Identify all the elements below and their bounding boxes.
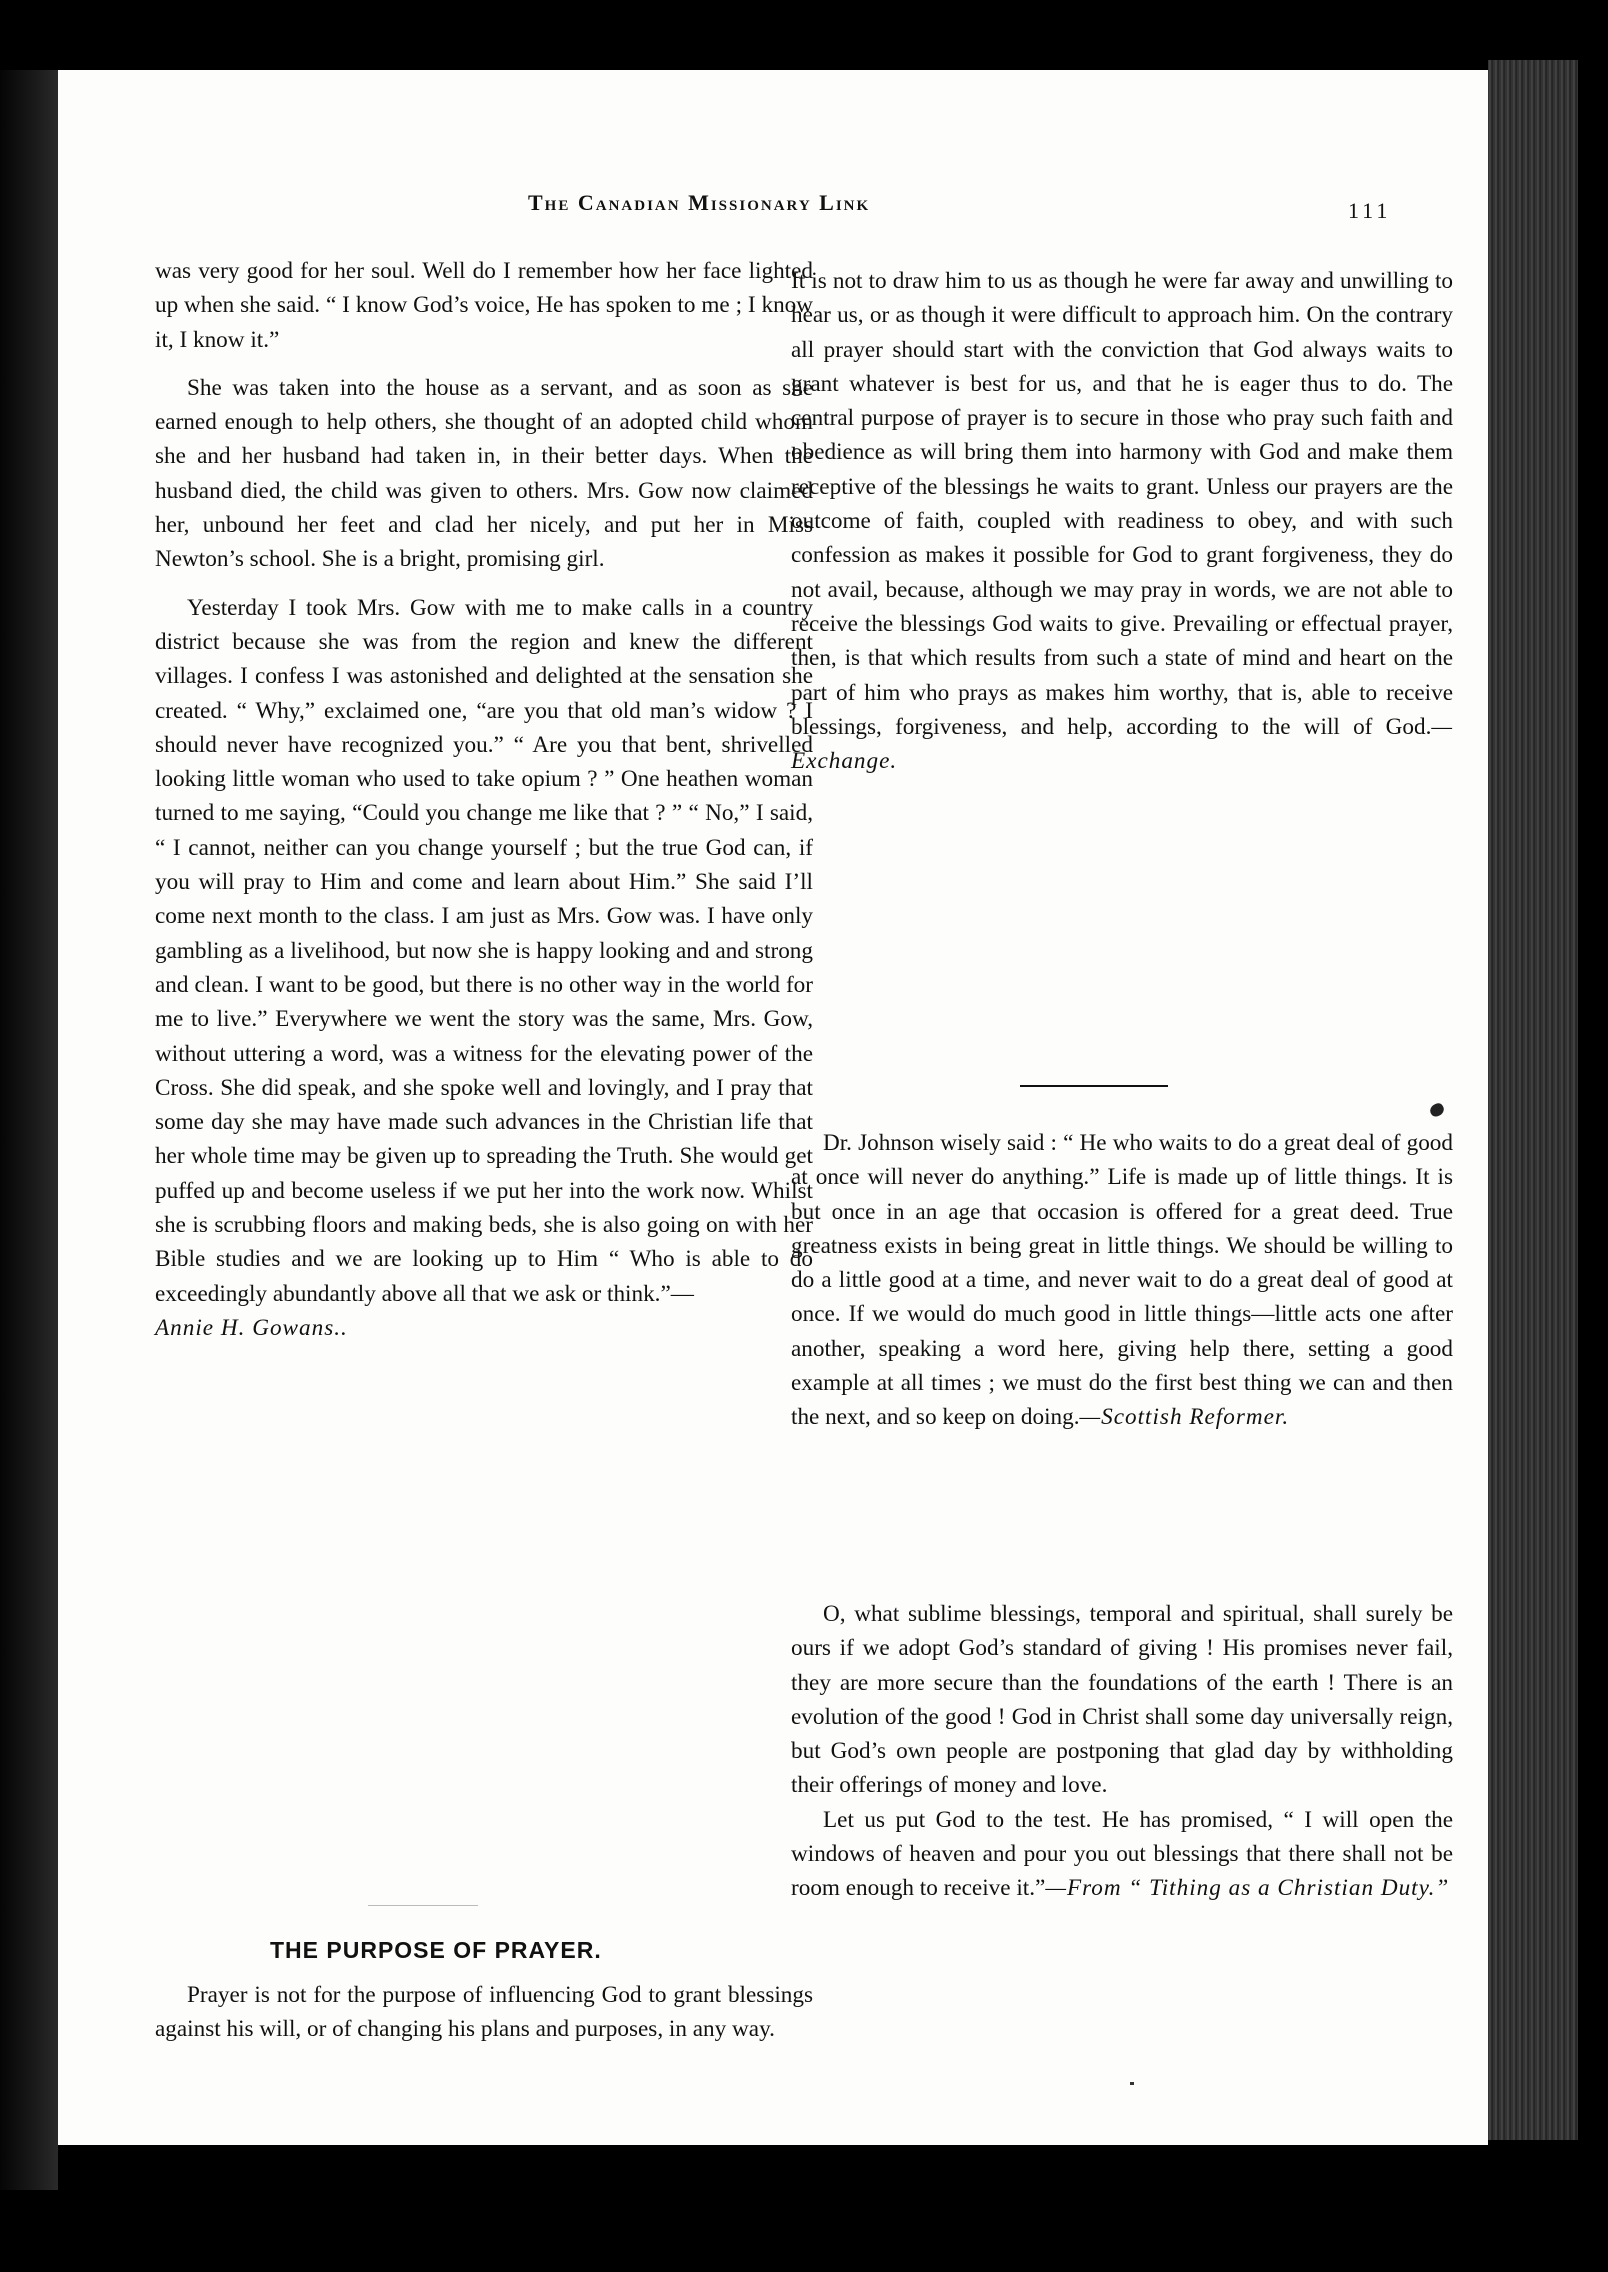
page-number: 111 [1348, 198, 1392, 223]
paragraph-text: Let us put God to the test. He has promised, “ I will open the windows of heaven and pour you out blessings that there shall not be room enough to receive it.” [791, 1806, 1453, 1902]
source-attribution: —From “ Tithing as a Christian Duty.” [1045, 1875, 1450, 1902]
paragraph [791, 1803, 1453, 1906]
paragraph [791, 1126, 1453, 1435]
paragraph: She was taken into the house as a servant, and as soon as she earned enough to help others, she thought of an adopted child whom she and her husband had taken in, in their better days. When the husband died, the child was given to others. Mrs. Gow now claimed her, unbound her feet and clad her nicely, and put her in Miss Newton’s school. She is a bright, promising girl. [155, 374, 813, 573]
page-edges [1488, 60, 1578, 2140]
right-column-blessings [791, 1597, 1453, 1906]
paragraph-text: It is not to draw him to us as though he were far away and unwilling to hear us, or as though it were difficult to approach him. On the contrary all prayer should start with the conviction that God always waits to grant whatever is best for us, and that he is eager thus to do. The central purpose of prayer is to secure in those who pray such faith and obedience as will bring them into harmony with God and make them receptive of the blessings he waits to grant. Unless our prayers are the outcome of faith, coupled with readiness to obey, and with such confession as makes it possible for God to grant forgiveness, they do not avail, because, although we may pray in words, we are not able to receive the blessings God waits to give. Prevailing or effectual prayer, then, is that which results from such a state of mind and heart on the part of him who prays as makes him worthy, that is, able to receive blessings, forgiveness, and help, according to the will of God. [791, 268, 1453, 740]
book-spine [0, 70, 58, 2190]
section-divider [368, 1905, 478, 1906]
page-sheet [58, 70, 1488, 2145]
section-rule [1020, 1085, 1168, 1087]
paragraph: Yesterday I took Mrs. Gow with me to make calls in a country district because she was from the region and knew the different villages. I confess I was astonished and delighted at the sensation she created. “ Why,” exclaimed one, “are you that old man’s widow ? I should never have recognized you.” “ Are you that bent, shrivelled looking little woman who used to take opium ? ” One heathen woman turned to me saying, “Could you change me like that ? ” “ No,” I said, “ I cannot, neither can you change yourself ; but the true God can, if you will pray to Him and come and learn about Him.” She said I’ll come next month to the class. I am just as Mrs. Gow was. I have only gambling as a livelihood, but now she is happy looking and and strong and clean. I want to be good, but there is no other way in the world for me to live.” Everywhere we went the story was the same, Mrs. Gow, without uttering a word, was a witness for the elevating power of the Cross. She did speak, and she spoke well and lovingly, and I pray that some day she may have made such advances in the Christian life that her whole time may be given up to spreading the Truth. She would get puffed up and become useless if we put her into the work now. Whilst she is scrubbing floors and making beds, she is also going on with her Bible studies and we are looking up to Him “ Who is able to do exceedingly abundantly above all that we ask or think.”— [155, 594, 813, 1307]
paragraph: O, what sublime blessings, temporal and spiritual, shall surely be ours if we adopt God’s standard of giving ! His promises never fail, they are more secure than the foundations of the earth ! There is an evolution of the good ! God in Christ shall some day universally reign, but God’s own people are postponing that glad day by withholding their offerings of money and love. [791, 1601, 1453, 1799]
right-column-johnson [791, 1126, 1453, 1435]
author-signature: Annie H. Gowans.. [155, 1314, 348, 1341]
paragraph-text: Dr. Johnson wisely said : “ He who waits to do a great deal of good at once will never do anything.” Life is made up of little things. It is but once in an age that occasion is offered for a great deed. True greatness exists in being great in little things. We should be willing to do a little good at a time, and never wait to do a great deal of good at once. If we would do much good in little things—little acts one after another, speaking a word here, giving help there, setting a good example at all times ; we must do the first best thing we can and then the next, and so keep on doing. [791, 1130, 1453, 1431]
right-column-prayer [791, 264, 1453, 778]
ink-blot [1428, 1101, 1446, 1118]
source-attribution: —Exchange. [791, 713, 1453, 775]
paragraph [791, 264, 1453, 778]
article-heading: THE PURPOSE OF PRAYER. [270, 1937, 602, 1963]
ink-speck [1130, 2082, 1134, 2085]
left-column [155, 254, 813, 1345]
paragraph: Prayer is not for the purpose of influencing God to grant blessings against his will, or of changing his plans and purposes, in any way. [155, 1982, 813, 2043]
article-opening [155, 1978, 813, 2047]
running-head: The Canadian Missionary Link [528, 190, 871, 215]
paragraph: was very good for her soul. Well do I remember how her face lighted up when she said. “ I know God’s voice, He has spoken to me ; I know it, I know it.” [155, 258, 813, 353]
source-attribution: —Scottish Reformer. [1079, 1404, 1290, 1431]
